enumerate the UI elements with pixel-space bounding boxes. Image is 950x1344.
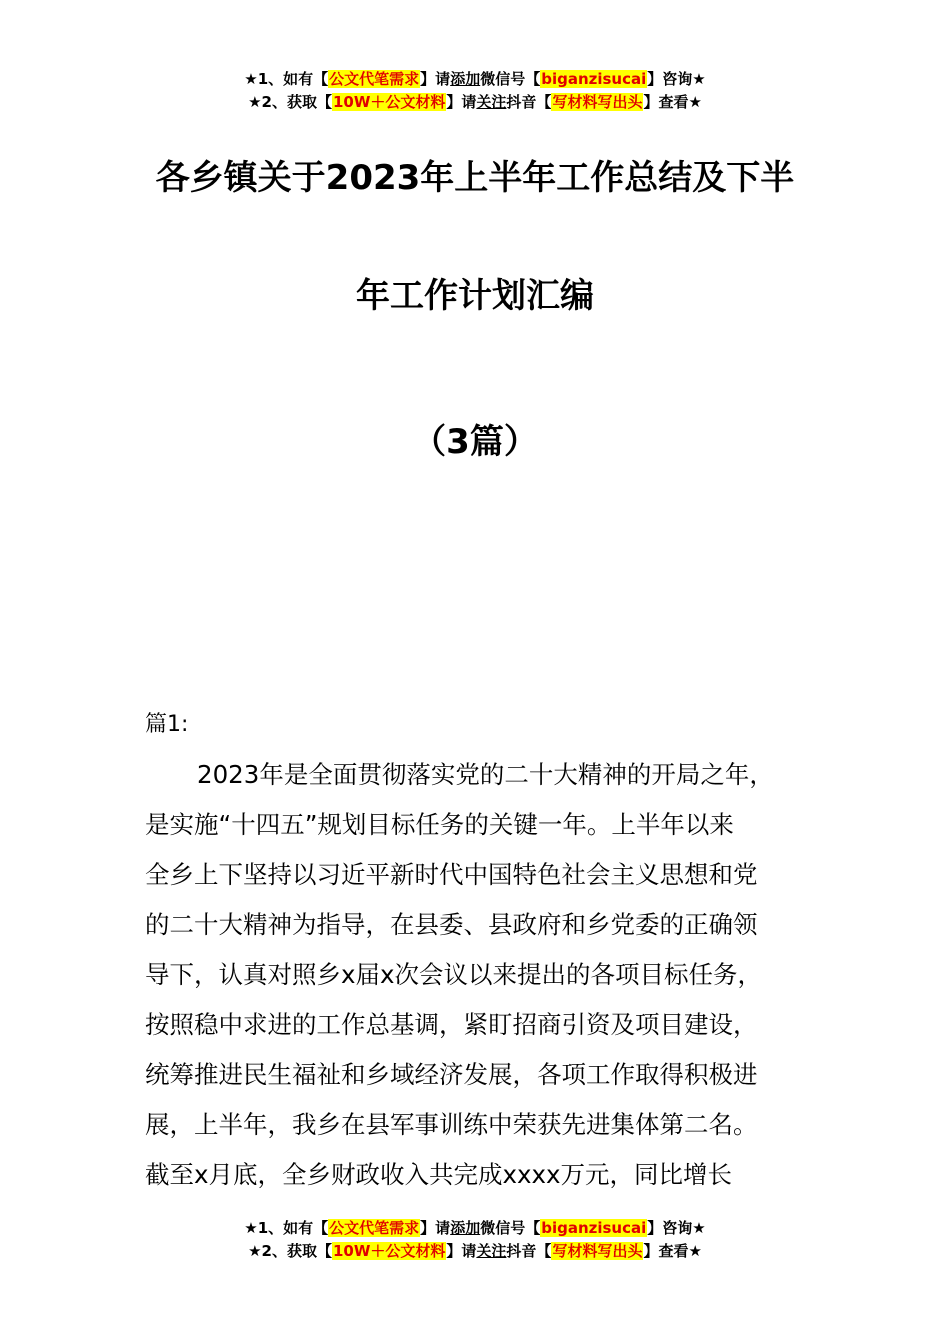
promo-banner-bottom — [0, 1217, 950, 1263]
promo-highlight: 写材料写出头 — [552, 93, 643, 111]
paragraph-line: 导下，认真对照乡x届x次会议以来提出的各项目标任务， — [145, 960, 762, 989]
promo-text: 抖音【 — [506, 93, 552, 111]
promo-highlight: 公文代笔需求 — [329, 70, 420, 88]
promo-line-1 — [0, 1217, 950, 1240]
paragraph-line: 是实施“十四五”规划目标任务的关键一年。上半年以来 — [145, 810, 734, 839]
paragraph-line: 展，上半年，我乡在县军事训练中荣获先进集体第二名。 — [145, 1110, 758, 1139]
paragraph-line: 截至x月底，全乡财政收入共完成xxxx万元，同比增长 — [145, 1160, 732, 1189]
promo-text: 】咨询★ — [647, 1219, 706, 1237]
promo-text: 抖音【 — [506, 1242, 552, 1260]
promo-line-2 — [0, 91, 950, 114]
promo-text: ★1、如有【 — [244, 1219, 329, 1237]
promo-highlight: 写材料写出头 — [552, 1242, 643, 1260]
paragraph-line: 的二十大精神为指导，在县委、县政府和乡党委的正确领 — [145, 910, 758, 939]
promo-text: 】请 — [420, 70, 451, 88]
promo-line-1 — [0, 68, 950, 91]
promo-highlight: 10W＋公文材料 — [332, 93, 446, 111]
promo-text: 】查看★ — [643, 1242, 702, 1260]
promo-text: 】请 — [420, 1219, 451, 1237]
promo-text: 微信号【 — [480, 1219, 541, 1237]
promo-text: ★1、如有【 — [244, 70, 329, 88]
paragraph-line: 统筹推进民生福祉和乡域经济发展，各项工作取得积极进 — [145, 1060, 758, 1089]
promo-highlight: biganzisucai — [541, 70, 647, 88]
promo-text: 】请 — [446, 1242, 477, 1260]
promo-underlined: 添加 — [450, 70, 481, 88]
promo-line-2 — [0, 1240, 950, 1263]
section-label: 篇1: — [145, 712, 189, 737]
promo-underlined: 关注 — [476, 1242, 507, 1260]
promo-highlight: biganzisucai — [541, 1219, 647, 1237]
promo-text: 】咨询★ — [647, 70, 706, 88]
document-title-line-1: 各乡镇关于2023年上半年工作总结及下半 — [155, 158, 795, 198]
paragraph-line: 按照稳中求进的工作总基调，紧盯招商引资及项目建设， — [145, 1010, 758, 1039]
promo-underlined: 关注 — [476, 93, 507, 111]
promo-banner-top — [0, 68, 950, 114]
promo-highlight: 10W＋公文材料 — [332, 1242, 446, 1260]
promo-text: ★2、获取【 — [248, 1242, 332, 1260]
body-paragraph — [145, 750, 815, 1200]
promo-underlined: 添加 — [450, 1219, 481, 1237]
promo-text: 】请 — [446, 93, 477, 111]
paragraph-line: 全乡上下坚持以习近平新时代中国特色社会主义思想和党 — [145, 860, 758, 889]
paragraph-line: 2023年是全面贯彻落实党的二十大精神的开局之年， — [197, 760, 774, 789]
promo-text: ★2、获取【 — [248, 93, 332, 111]
promo-text: 微信号【 — [480, 70, 541, 88]
promo-highlight: 公文代笔需求 — [329, 1219, 420, 1237]
document-count: （3篇） — [412, 422, 538, 462]
document-title-line-2: 年工作计划汇编 — [356, 276, 594, 316]
promo-text: 】查看★ — [643, 93, 702, 111]
